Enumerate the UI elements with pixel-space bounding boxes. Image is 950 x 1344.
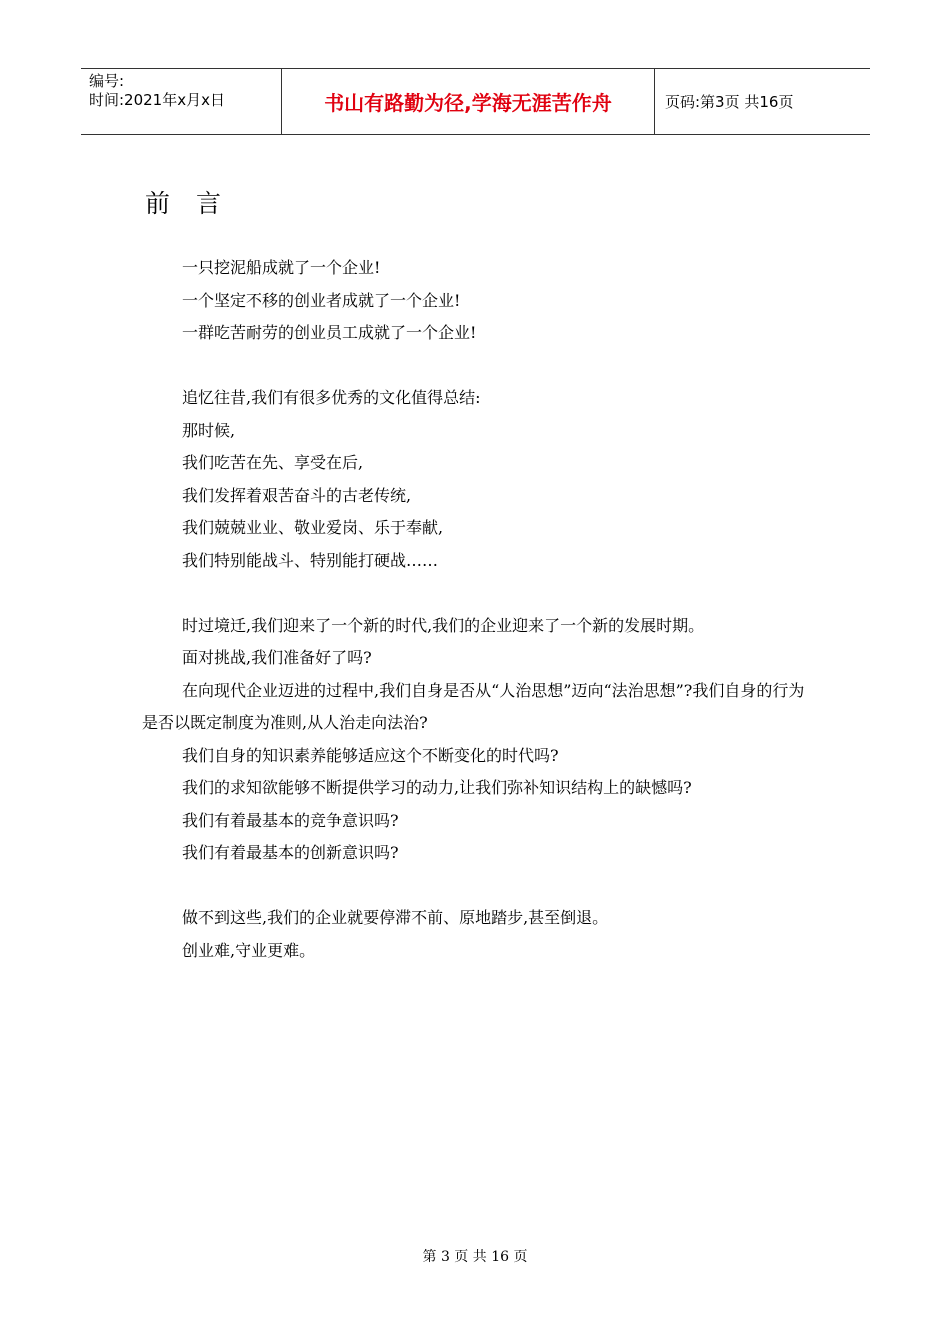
body-paragraph: 我们有着最基本的创新意识吗? [182, 843, 399, 862]
body-paragraph: 一群吃苦耐劳的创业员工成就了一个企业! [182, 323, 477, 342]
body-paragraph: 我们发挥着艰苦奋斗的古老传统, [182, 485, 412, 505]
page-header [81, 68, 870, 135]
header-motto: 书山有路勤为径,学海无涯苦作舟 [282, 69, 655, 134]
document-body [142, 252, 818, 967]
document-time-label: 时间:2021年x月x日 [89, 91, 225, 109]
body-paragraph: 我们吃苦在先、享受在后, [182, 453, 364, 472]
paragraph-gap [142, 577, 818, 610]
body-paragraph: 我们特别能战斗、特别能打硬战…… [182, 550, 439, 570]
body-paragraph: 一个坚定不移的创业者成就了一个企业! [182, 290, 461, 310]
header-page-number: 页码:第3页 共16页 [665, 93, 794, 111]
body-paragraph: 创业难,守业更难。 [182, 940, 316, 960]
body-paragraph: 那时候, [182, 420, 236, 440]
header-info-cell [81, 69, 282, 134]
body-paragraph: 时过境迁,我们迎来了一个新的时代,我们的企业迎来了一个新的发展时期。 [182, 615, 705, 635]
body-paragraph: 我们自身的知识素养能够适应这个不断变化的时代吗? [182, 745, 559, 765]
paragraph-gap [142, 350, 818, 383]
body-paragraph: 做不到这些,我们的企业就要停滞不前、原地踏步,甚至倒退。 [182, 908, 609, 927]
page-footer: 第 3 页 共 16 页 [422, 1249, 528, 1265]
body-paragraph: 一只挖泥船成就了一个企业! [182, 258, 381, 277]
paragraph-gap [142, 870, 818, 903]
body-paragraph: 我们兢兢业业、敬业爱岗、乐于奉献, [182, 518, 444, 537]
body-paragraph: 我们的求知欲能够不断提供学习的动力,让我们弥补知识结构上的缺憾吗? [182, 778, 692, 797]
document-number-label: 编号: [89, 72, 125, 90]
body-paragraph: 追忆往昔,我们有很多优秀的文化值得总结: [182, 388, 481, 407]
body-paragraph: 面对挑战,我们准备好了吗? [182, 648, 372, 667]
body-paragraph: 在向现代企业迈进的过程中,我们自身是否从“人治思想”迈向“法治思想”?我们自身的行为是否以既定制度为准则,从人治走向法治? [142, 680, 805, 732]
page-title: 前言 [145, 189, 248, 218]
body-paragraph: 我们有着最基本的竞争意识吗? [182, 810, 399, 830]
